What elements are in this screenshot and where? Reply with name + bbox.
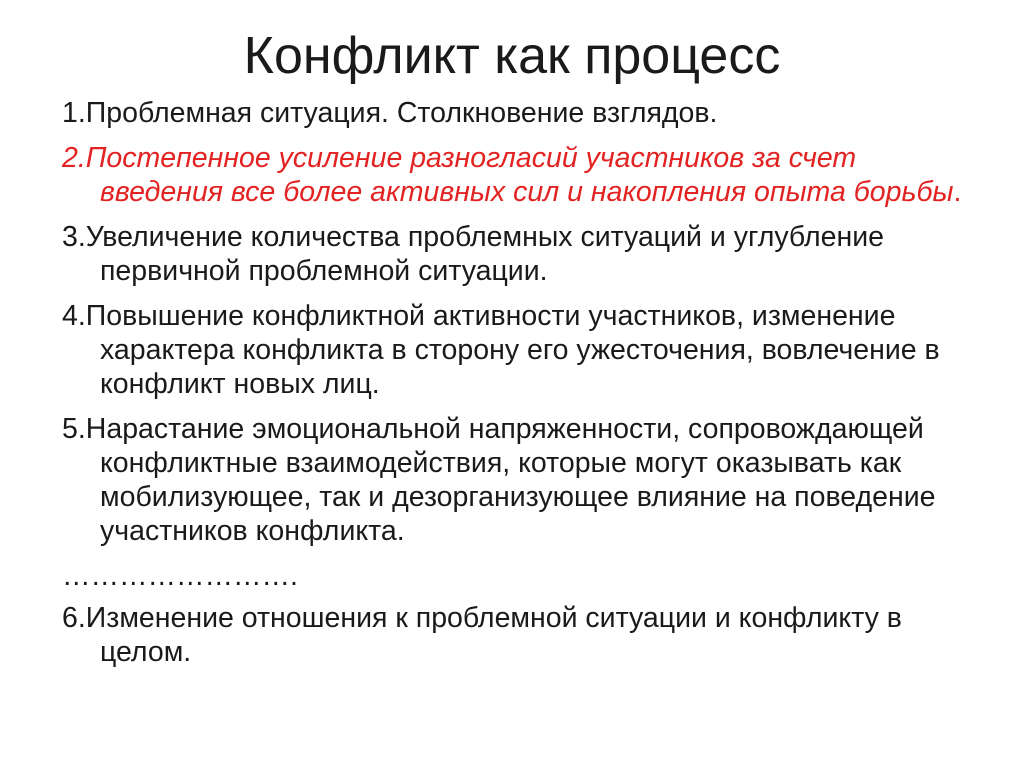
slide-body bbox=[62, 96, 982, 680]
list-item-1: 1.Проблемная ситуация. Столкновение взглядов. bbox=[62, 97, 718, 129]
list-item-5: 5.Нарастание эмоциональной напряженности, сопровождающей конфликтные взаимодействия, которые могут оказывать как мобилизующее, так и дезорганизующее влияние на поведение участников конфликта. bbox=[62, 413, 936, 547]
list-item-4: 4.Повышение конфликтной активности участников, изменение характера конфликта в сторону его ужесточения, вовлечение в конфликт новых лиц. bbox=[62, 300, 940, 400]
list-item-6: 6.Изменение отношения к проблемной ситуации и конфликту в целом. bbox=[62, 602, 902, 668]
list-item-2-text: 2.Постепенное усиление разногласий участников за счет введения все более активных сил и накопления опыта борьбы bbox=[62, 142, 954, 208]
list-item-2-period: . bbox=[953, 176, 962, 208]
list-item-2-highlighted bbox=[62, 141, 982, 209]
list-item-ellipsis: ……………………. bbox=[62, 560, 298, 592]
list-item-3: 3.Увеличение количества проблемных ситуаций и углубление первичной проблемной ситуации. bbox=[62, 221, 884, 287]
slide-title: Конфликт как процесс bbox=[243, 27, 781, 85]
